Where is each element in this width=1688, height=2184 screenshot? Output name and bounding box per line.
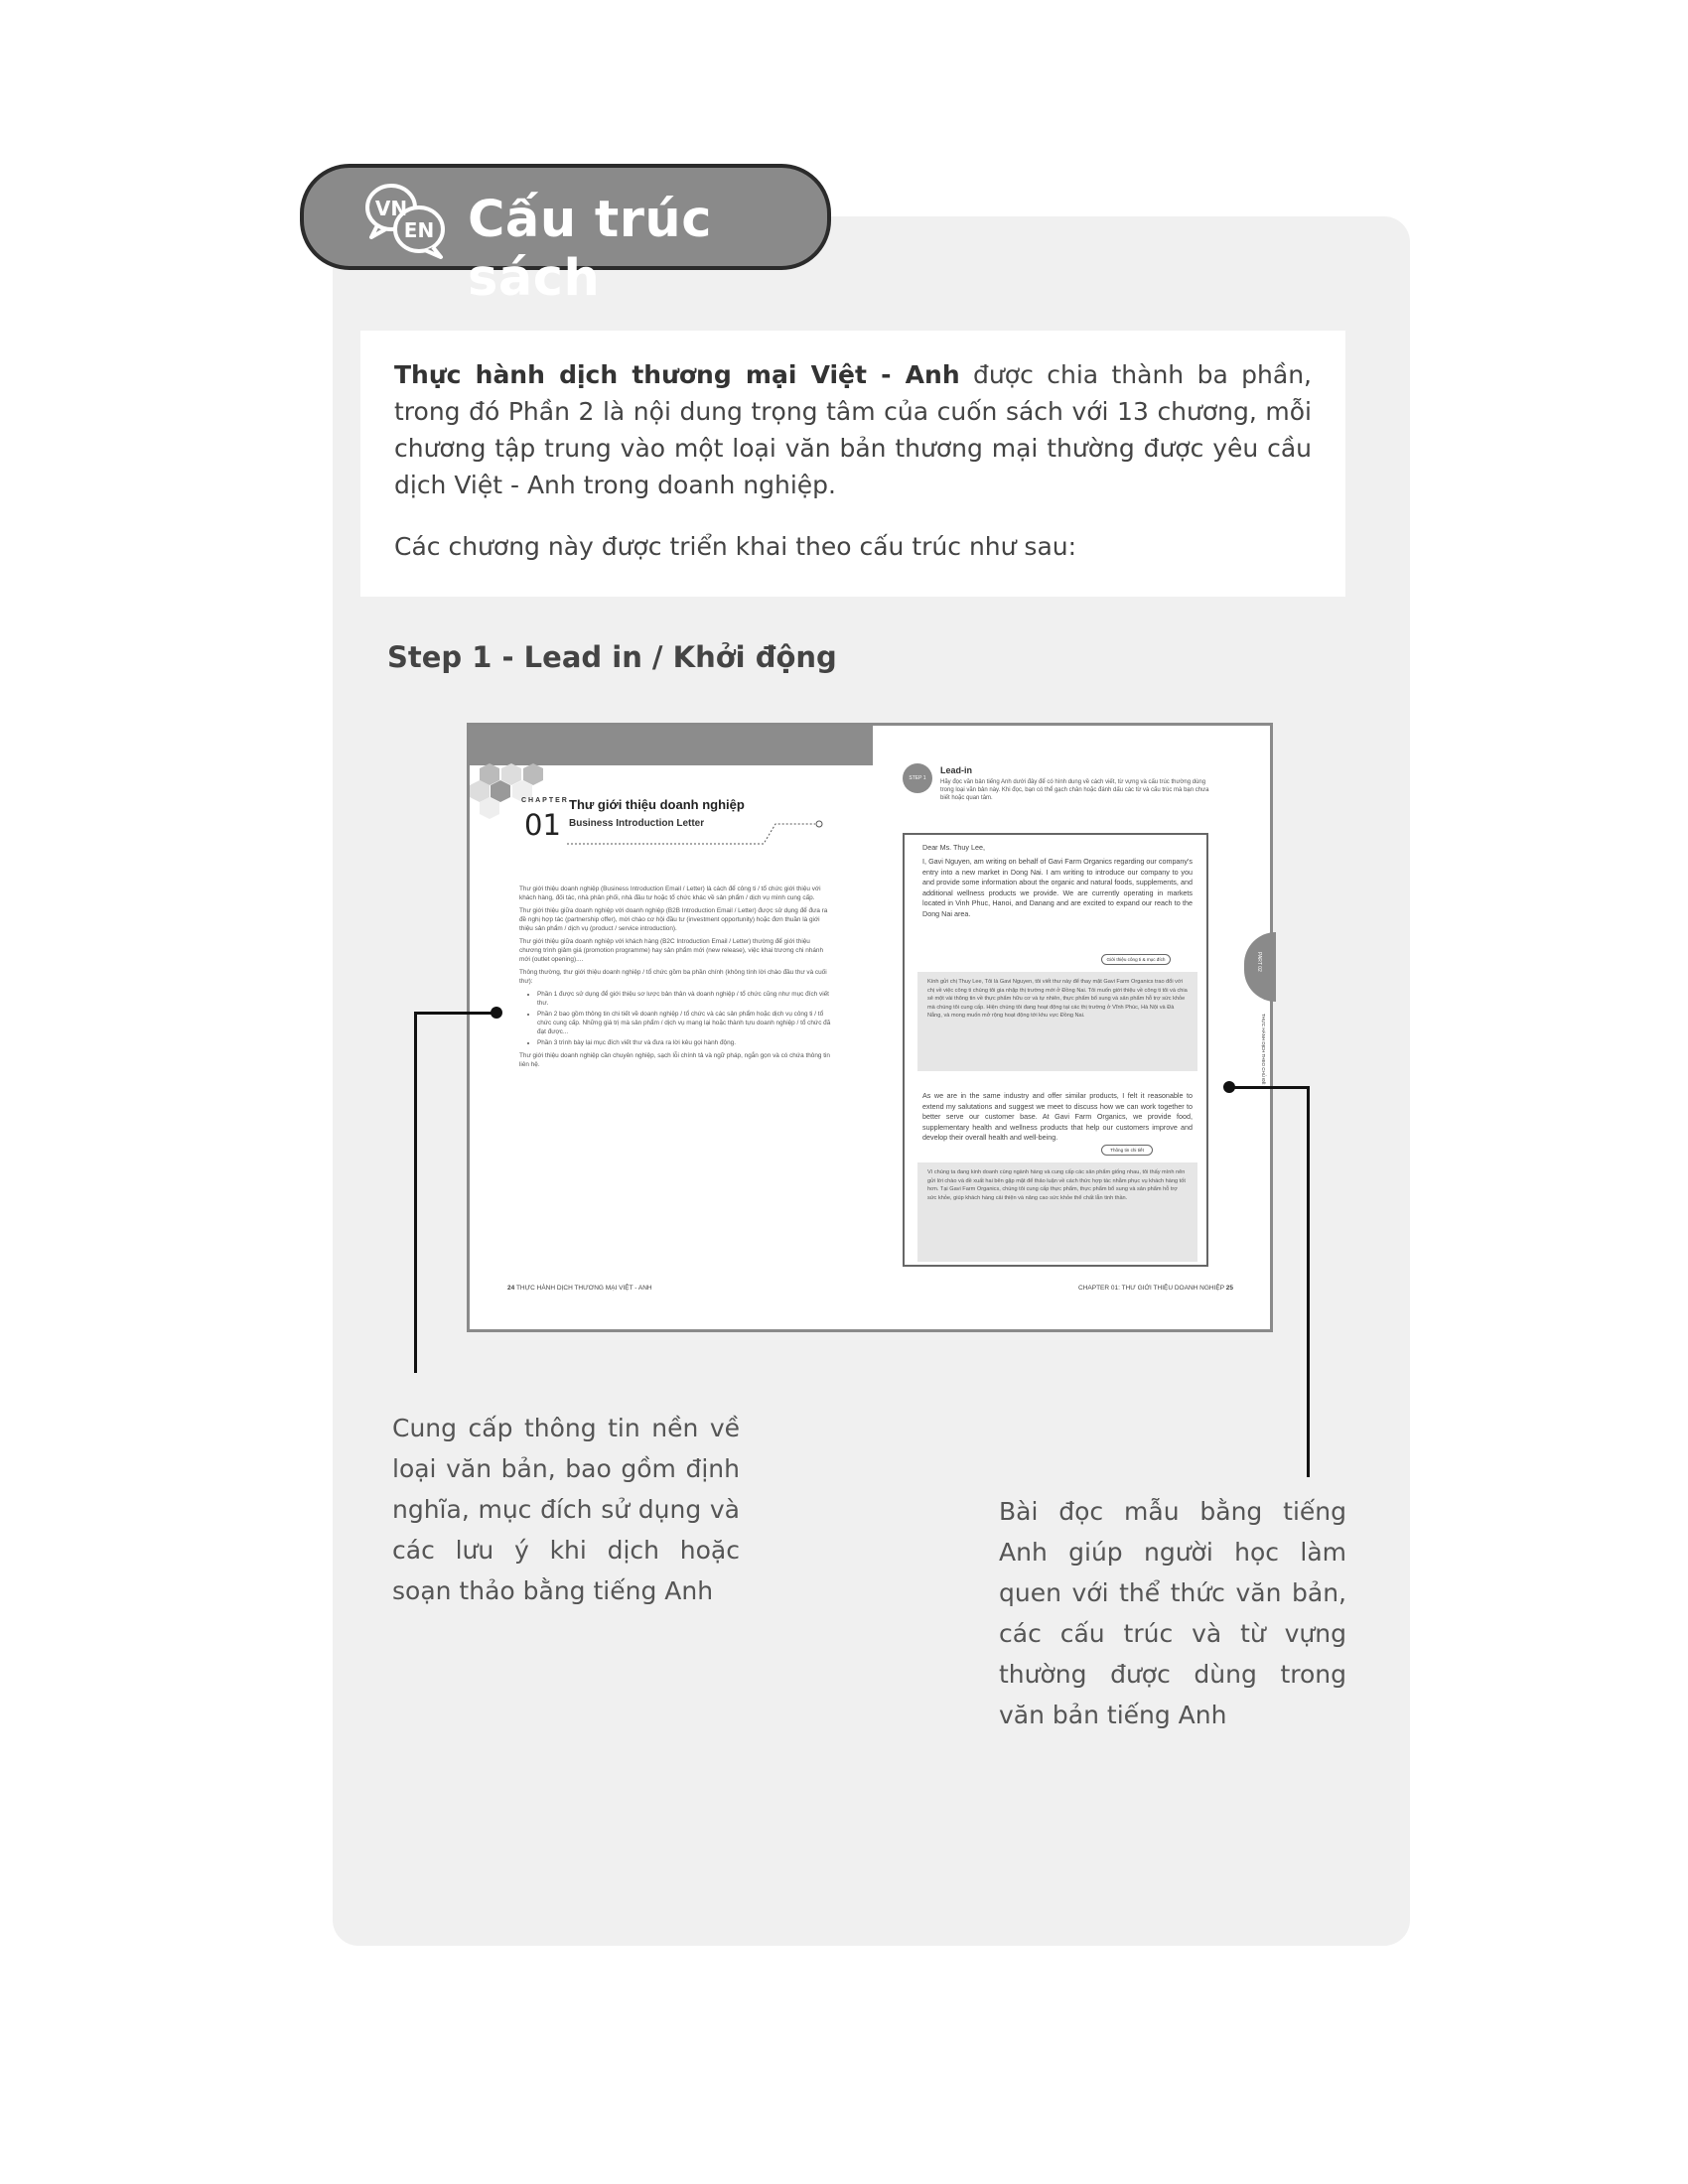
letter-greeting: Dear Ms. Thuy Lee, (922, 843, 985, 852)
page-footer-left (507, 1285, 652, 1292)
step-badge: STEP 1 (903, 763, 932, 793)
book-spread-image (467, 723, 1273, 1332)
chapter-bullet-list (537, 990, 832, 1047)
callout-line-right-vertical (1307, 1086, 1310, 1477)
page-footer-right (1078, 1285, 1233, 1292)
language-vn-en-icon (363, 180, 449, 259)
chapter-paragraph: Thư giới thiệu doanh nghiệp (Business Introduction Email / Letter) là cách để công ti / tổ chức giới thiệu với khách hàng, đối tác, nhà phân phối, nhà đầu tư hoặc tổ chức khác về sản phẩm / dịch vụ mình cung cấp. (519, 886, 821, 901)
part-tab-label: PART 02 (1256, 952, 1262, 972)
leadin-instructions: Hãy đọc văn bản tiếng Anh dưới đây để có hình dung về cách viết, từ vựng và cấu trúc thường dùng trong loại văn bản này. Khi đọc, bạn có thể gạch chân hoặc đánh dấu các từ và cấu trúc mà bạn chưa biết hoặc quan tâm. (940, 779, 1209, 801)
caption-left: Cung cấp thông tin nền về loại văn bản, bao gồm định nghĩa, mục đích sử dụng và các lưu ý khi dịch hoặc soạn thảo bằng tiếng Anh (392, 1414, 740, 1605)
caption-right: Bài đọc mẫu bằng tiếng Anh giúp người học làm quen với thể thức văn bản, các cấu trúc và từ vựng thường được dùng trong văn bản tiếng Anh (999, 1497, 1346, 1729)
part-tab (1244, 932, 1276, 1002)
page-title: Cấu trúc sách (468, 191, 712, 308)
icon-vn-text: VN (374, 197, 408, 220)
spread-left-page (470, 726, 873, 1329)
page-number-left: 24 (507, 1285, 515, 1292)
side-running-title-text: THỰC HÀNH DỊCH THEO CHỦ ĐỀ (1261, 1014, 1266, 1085)
chapter-bullet: • Phần 3 trình bày lại mục đích viết thư và đưa ra lời kêu gọi hành động. (537, 1038, 832, 1047)
spread-right-page (873, 726, 1273, 1329)
callout-line-right-horizontal (1227, 1086, 1310, 1089)
page-footer-left-text: THỰC HÀNH DỊCH THƯƠNG MẠI VIỆT - ANH (515, 1285, 652, 1292)
letter-paragraph-1: I, Gavi Nguyen, am writing on behalf of Gavi Farm Organics regarding our company's entry into a new market in Dong Nai. I am writing to introduce our company to you and provide some information about the organic and natural foods, supplements, and additional wellness products we provide. We are currently operating in markets located in Vinh Phuc, Hanoi, and Danang and are excited to expand our reach to the Dong Nai area. (922, 857, 1193, 918)
page-number-right: 25 (1225, 1285, 1233, 1292)
chapter-number: 01 (524, 808, 561, 842)
letter-paragraph-2: As we are in the same industry and offer similar products, I felt it reasonable to extend my salutations and suggest we meet to discuss how we can work together to better serve our customer base. At Gavi Farm Organics, we provide food, supplementary health and wellness products that help our customers improve and develop their overall health and well-being. (922, 1091, 1193, 1142)
annotation-tag: Thông tin chi tiết (1101, 1145, 1153, 1156)
callout-dot-right (1223, 1081, 1235, 1093)
chapter-label: CHAPTER (521, 797, 569, 804)
sample-letter-box (903, 833, 1208, 1267)
letter-translation-1: Kính gửi chị Thuy Lee, Tôi là Gavi Nguyen, tôi viết thư này để thay mặt Gavi Farm Organics trao đổi với chị về việc công ti chúng tôi gia nhập thị trường mới ở Đồng Nai. Tôi muốn giới thiệu về công ti tôi và chia sẻ một vài thông tin về thực phẩm hữu cơ và tự nhiên, thực phẩm bổ sung và sản phẩm hỗ trợ sức khỏe mà chúng tôi cung cấp. Hiện chúng tôi đang hoạt động tại các thị trường ở Vĩnh Phúc, Hà Nội và Đà Nẵng, và mong muốn mở rộng hoạt động tới khu vực Đồng Nai. (917, 972, 1197, 1071)
callout-dot-left (491, 1007, 502, 1019)
chapter-intro-text (519, 885, 832, 1073)
chapter-title-vn: Thư giới thiệu doanh nghiệp (569, 797, 745, 812)
step-title: Step 1 - Lead in / Khởi động (387, 640, 837, 674)
chapter-paragraph: Thư giới thiệu giữa doanh nghiệp với khách hàng (B2C Introduction Email / Letter) thường để giới thiệu chương trình giảm giá (promotion programme) hay sản phẩm mới (new release), việc khai trương chi nhánh mới (outlet opening).... (519, 938, 824, 963)
section-title-pill (300, 164, 831, 308)
chapter-title-en: Business Introduction Letter (569, 818, 705, 829)
intro-paragraph (394, 356, 1312, 503)
page-footer-right-text: CHAPTER 01: THƯ GIỚI THIỆU DOANH NGHIỆP (1078, 1285, 1224, 1292)
chapter-paragraph: Thư giới thiệu giữa doanh nghiệp với doanh nghiệp (B2B Introduction Email / Letter) được sử dụng để đưa ra đề nghị hợp tác (partnership offer), mời chào cơ hội đầu tư (investment opportunity) hoặc đơn thuần là giới thiệu sản phẩm / dịch vụ (product / service introduction). (519, 907, 828, 932)
leadin-heading: Lead-in (940, 765, 973, 775)
chapter-underline-decoration (565, 816, 843, 846)
callout-line-left-vertical (414, 1012, 417, 1373)
side-running-title (1261, 1014, 1271, 1172)
icon-en-text: EN (403, 218, 435, 242)
chapter-bullet: • Phần 2 bao gồm thông tin chi tiết về doanh nghiệp / tổ chức và các sản phẩm hoặc dịch vụ công ti / tổ chức cung cấp. Những giá trị mà sản phẩm / dịch vụ mang lại hoặc thành tựu doanh nghiệp / tổ chức đã đạt được... (537, 1010, 832, 1036)
intro-box (360, 331, 1345, 597)
intro-second-paragraph: Các chương này được triển khai theo cấu trúc như sau: (394, 532, 1077, 561)
chapter-closing: Thư giới thiệu doanh nghiệp cần chuyên nghiệp, sạch lỗi chính tả và ngữ pháp, ngắn gọn và có chứa thông tin liên hệ. (519, 1052, 830, 1068)
intro-text: được chia thành ba phần, trong đó Phần 2 là nội dung trọng tâm của cuốn sách với 13 chương, mỗi chương tập trung vào một loại văn bản thương mại thường được yêu cầu dịch Việt - Anh trong doanh nghiệp. (394, 360, 1312, 499)
chapter-paragraph: Thông thường, thư giới thiệu doanh nghiệp / tổ chức gồm ba phần chính (không tính lời chào đầu thư và cuối thư): (519, 969, 827, 985)
chapter-header-band (470, 726, 873, 765)
chapter-bullet: • Phần 1 được sử dụng để giới thiệu sơ lược bản thân và doanh nghiệp / tổ chức cũng như mục đích viết thư. (537, 990, 832, 1008)
callout-line-left-horizontal (414, 1012, 495, 1015)
intro-book-title: Thực hành dịch thương mại Việt - Anh (394, 360, 960, 389)
letter-translation-2: Vì chúng ta đang kinh doanh cùng ngành hàng và cung cấp các sản phẩm giống nhau, tôi thấy mình nên gửi lời chào và đề xuất hai bên gặp mặt để thảo luận về cách thức hợp tác nhằm phục vụ khách hàng tốt hơn. Tại Gavi Farm Organics, chúng tôi cung cấp thực phẩm, thực phẩm bổ sung và sản phẩm hỗ trợ sức khỏe, giúp khách hàng cải thiện và nâng cao sức khỏe thể chất lẫn tinh thần. (917, 1162, 1197, 1262)
annotation-tag: Giới thiệu công ti & mục đích (1101, 954, 1171, 965)
